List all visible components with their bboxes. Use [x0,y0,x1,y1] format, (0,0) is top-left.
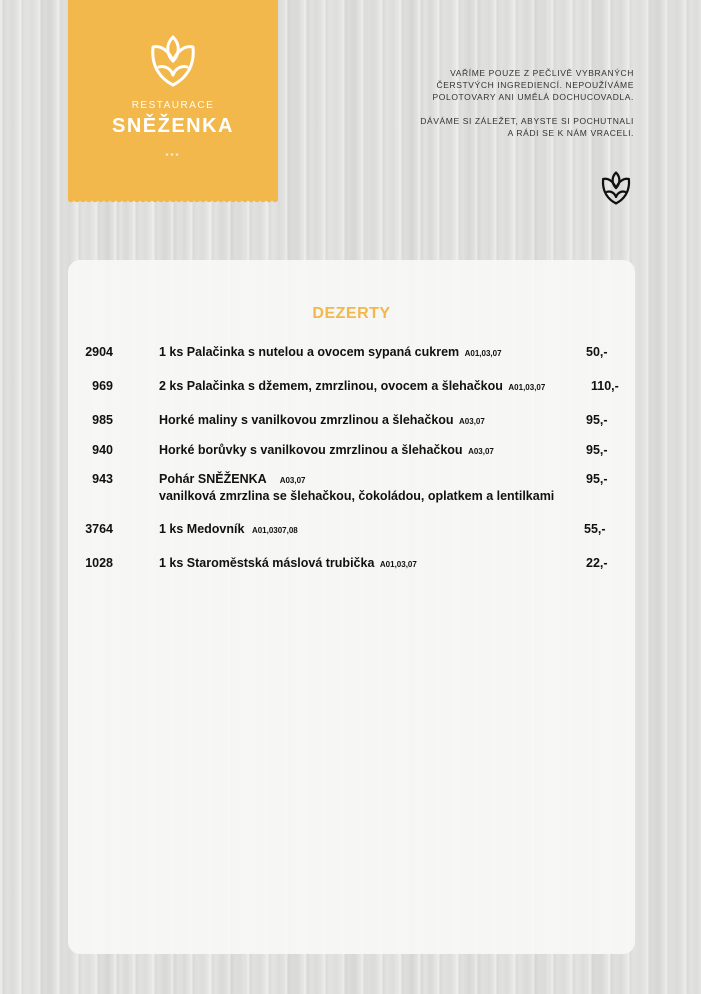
item-name: 2 ks Palačinka s džemem, zmrzlinou, ovocem a šlehačkou [159,379,503,393]
item-name: Pohár SNĚŽENKA [159,472,267,486]
item-allergens: A01,03,07 [508,383,546,392]
item-name: Horké maliny s vanilkovou zmrzlinou a šlehačkou [159,413,454,427]
motto-line: ČERSTVÝCH INGREDIENCÍ. NEPOUŽÍVÁME [436,80,634,90]
item-allergens: A01,0307,08 [251,526,298,535]
menu-card [68,260,635,954]
item-subdescription: vanilková zmrzlina se šlehačkou, čokoládou, oplatkem a lentilkami [159,489,555,503]
item-code: 1028 [85,556,113,570]
motto-line: DÁVÁME SI ZÁLEŽET, ABYSTE SI POCHUTNALI [420,116,634,126]
item-name: 1 ks Palačinka s nutelou a ovocem sypaná cukrem [159,345,460,359]
motto-line: POLOTOVARY ANI UMĚLÁ DOCHUCOVADLA. [432,92,634,102]
snowdrop-flower-icon [598,170,634,206]
item-price: 95,- [586,472,608,486]
item-name: Horké borůvky s vanilkovou zmrzlinou a šlehačkou [159,443,463,457]
motto-line: VAŘÍME POUZE Z PEČLIVĚ VYBRANÝCH [450,68,634,78]
item-price: 22,- [586,556,608,570]
item-description [159,522,569,536]
item-allergens: A01,03,07 [379,560,417,569]
item-description [159,345,569,359]
brand-subtitle: RESTAURACE [131,100,215,111]
item-price: 110,- [591,379,619,393]
item-price: 95,- [586,443,608,457]
item-allergens: A03,07 [459,417,485,426]
item-description [159,413,569,427]
item-code: 985 [92,413,113,427]
item-price: 50,- [586,345,608,359]
section-title: DEZERTY [312,305,391,322]
item-allergens: A03,07 [468,447,494,456]
motto-line: A RÁDI SE K NÁM VRACELI. [507,128,634,138]
motto [374,67,634,151]
item-code: 943 [92,472,113,486]
item-allergens: A03,07 [279,476,306,485]
motto-paragraph-2 [374,115,634,139]
item-name: 1 ks Staroměstská máslová trubička [159,556,375,570]
item-code: 940 [92,443,113,457]
item-code: 3764 [85,522,113,536]
item-code: 2904 [85,345,113,359]
item-description [159,472,569,503]
brand-tag [68,0,278,200]
snowdrop-flower-icon [145,33,201,89]
item-description [159,443,569,457]
motto-paragraph-1 [374,67,634,103]
item-name: 1 ks Medovník [159,522,245,536]
brand-name: SNĚŽENKA [111,115,234,137]
item-description [159,379,569,393]
item-code: 969 [92,379,113,393]
item-price: 55,- [584,522,606,536]
item-description [159,556,569,570]
item-price: 95,- [586,413,608,427]
item-allergens: A01,03,07 [464,349,502,358]
brand-stars: *** [165,152,181,161]
